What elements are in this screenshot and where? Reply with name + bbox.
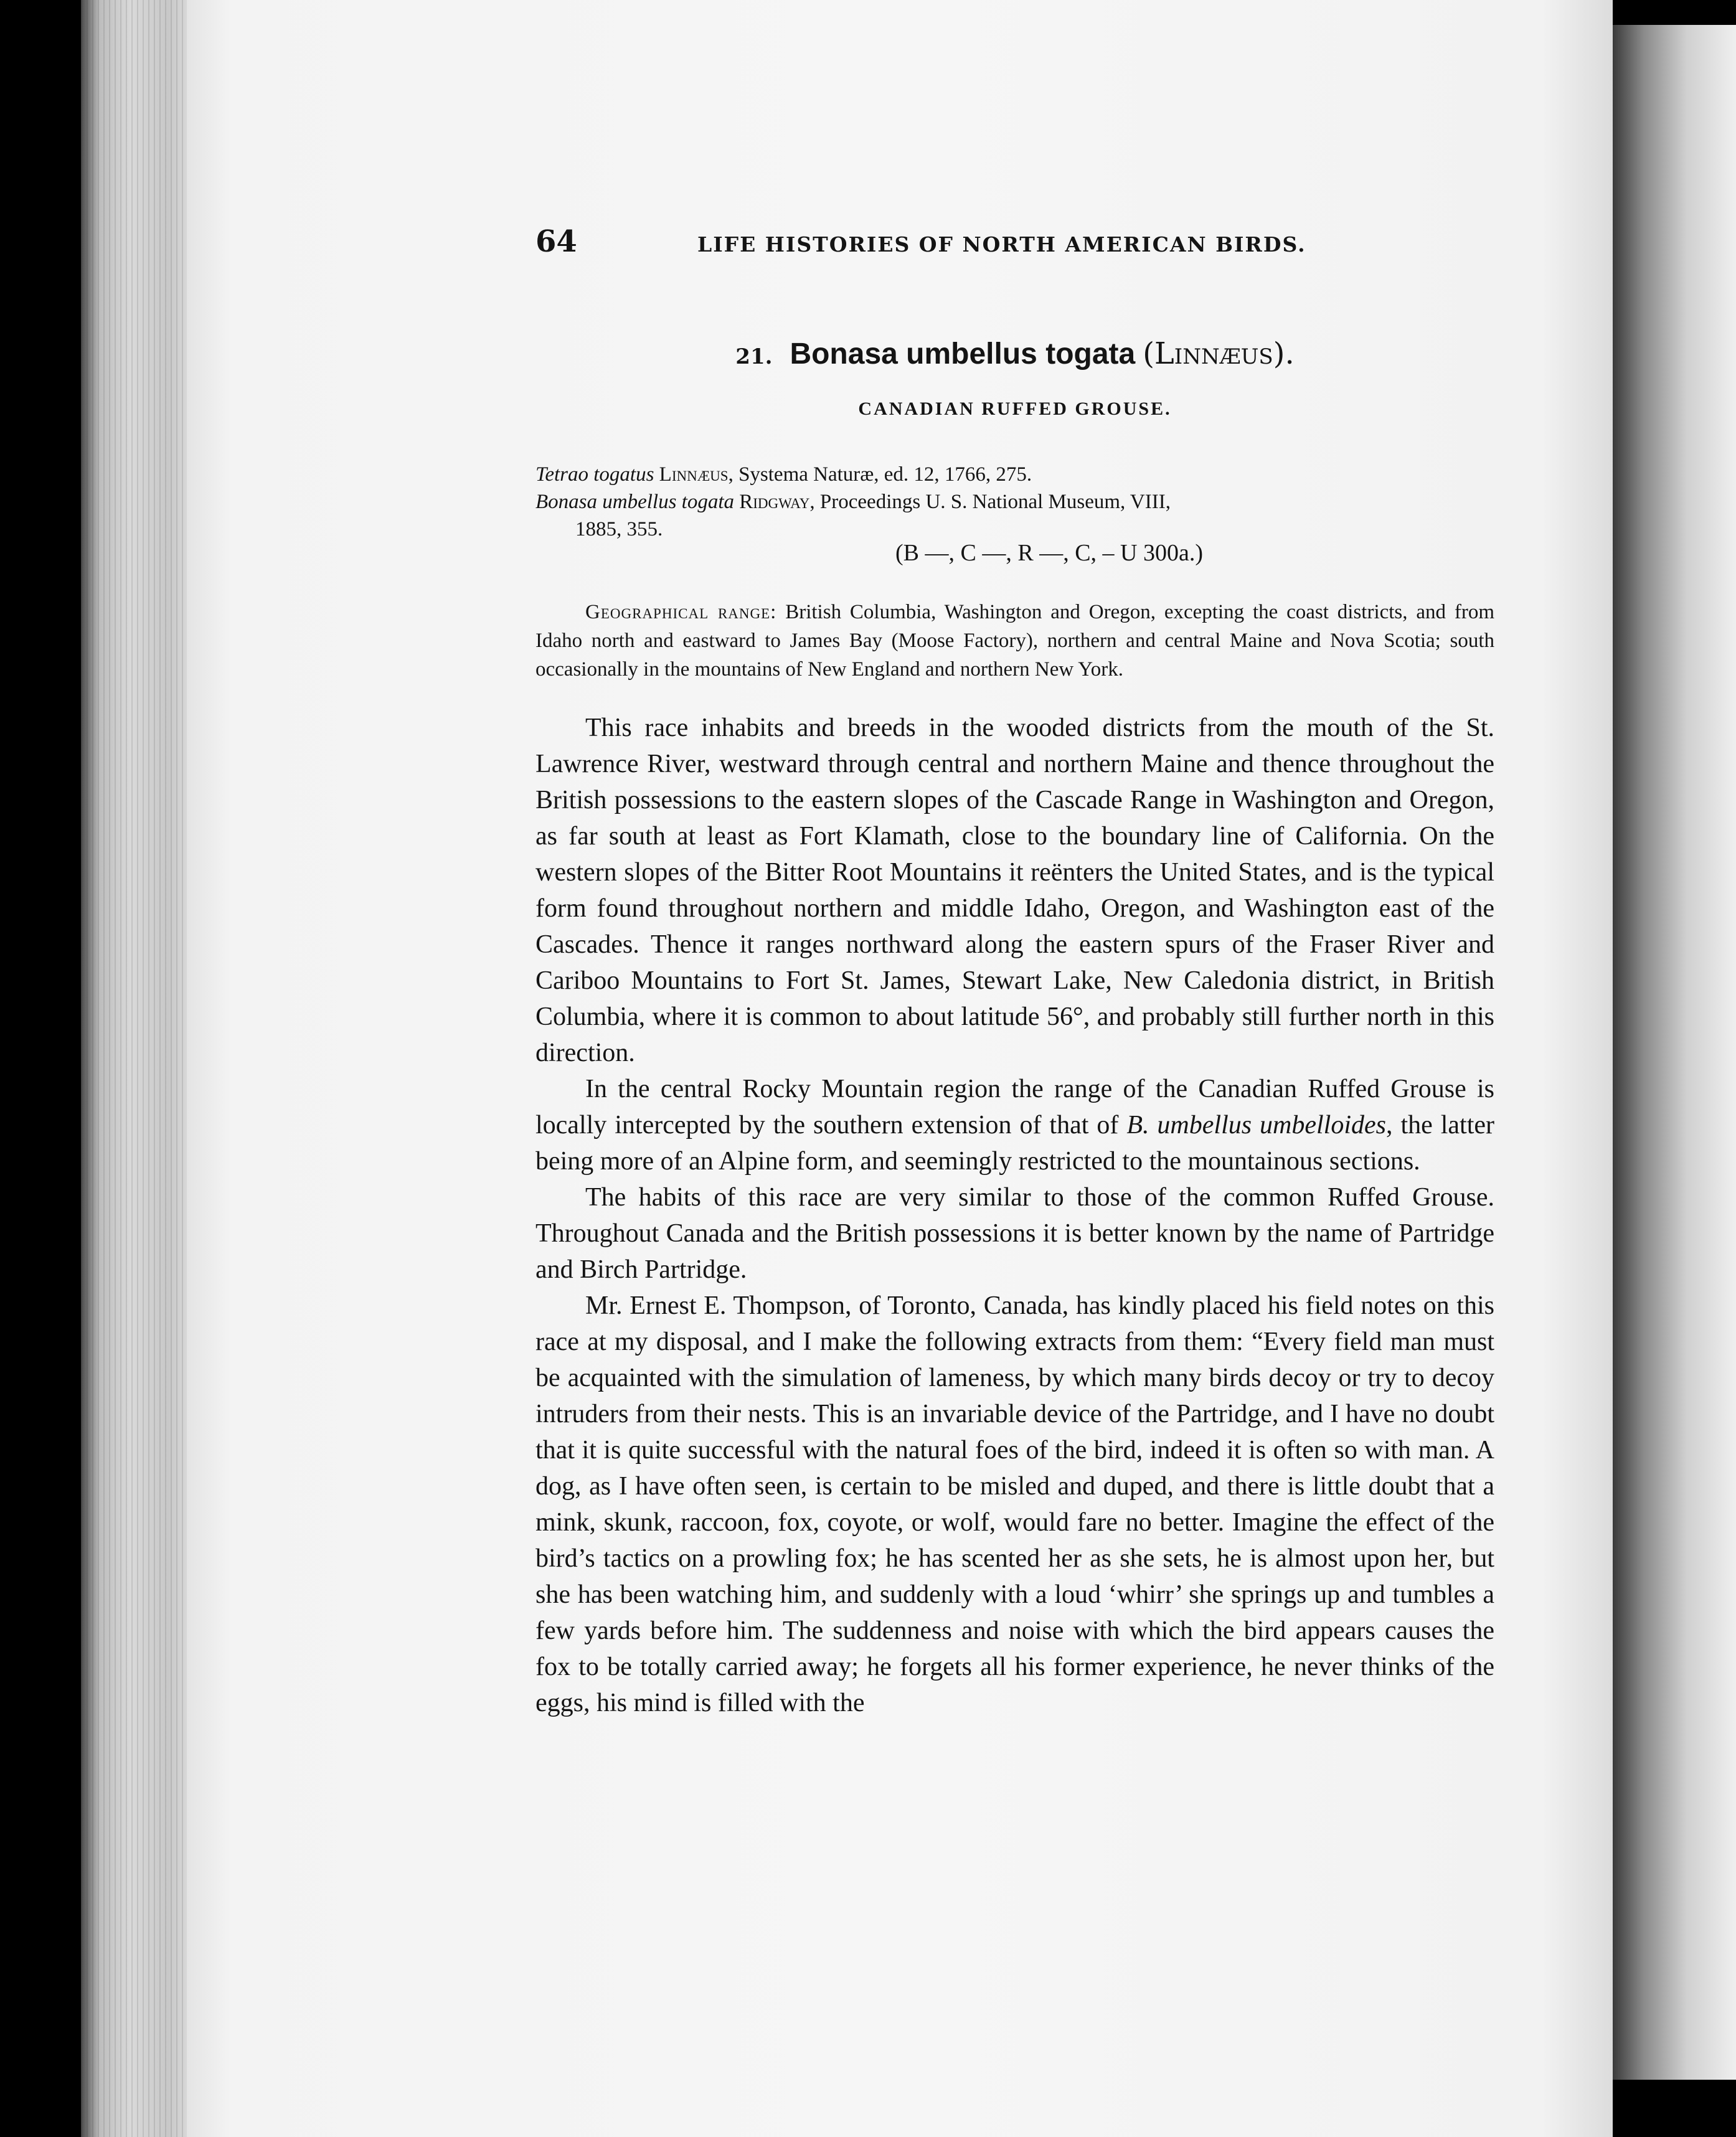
body-text — [535, 710, 1494, 1721]
running-head — [535, 224, 1494, 274]
page-number: 64 — [535, 224, 577, 259]
synonym-name: Tetrao togatus — [535, 463, 654, 486]
species-scientific-name: Bonasa umbellus togata — [790, 337, 1136, 370]
synonym-reference: , Systema Naturæ, ed. 12, 1766, 275. — [728, 463, 1032, 486]
geographical-range-label: Geographical range: — [585, 601, 777, 623]
paragraph: This race inhabits and breeds in the wooded districts from the mouth of the St. Lawrence River, westward through central and northern Maine and thence throughout the British possessions to the eastern slopes of the Cascade Range in Washington and Oregon, as far south at least as Fort Klamath, close to the boundary line of California. On the western slopes of the Bitter Root Mountains it reënters the United States, and is the typical form found throughout northern and middle Idaho, Oregon, and Washington east of the Cascades. Thence it ranges northward along the eastern spurs of the Fraser River and Cariboo Mountains to Fort St. James, Stewart Lake, New Caledonia district, in British Columbia, where it is common to about latitude 56°, and probably still further north in this direction. — [535, 714, 1494, 1067]
running-title: LIFE HISTORIES OF NORTH AMERICAN BIRDS. — [697, 232, 1306, 257]
synonym-entry — [535, 488, 1494, 516]
page-text-block — [535, 224, 1494, 1721]
checklist-codes: (B —, C —, R —, C, – U 300a.) — [895, 540, 1203, 566]
paragraph-text: In the central Rocky Mountain region the range of the Canadian Ruffed Grouse is locally intercepted by the southern extension of that of — [535, 1075, 1494, 1139]
geographical-range-text: British Columbia, Washington and Oregon, excepting the coast districts, and from Idaho north and eastward to James Bay (Moose Factory), northern and central Maine and Nova Scotia; south occasionally in the mountains of New England and northern New York. — [535, 601, 1495, 681]
synonym-name: Bonasa umbellus togata — [535, 491, 734, 513]
paragraph: Mr. Ernest E. Thompson, of Toronto, Canada, has kindly placed his field notes on this race at my disposal, and I make the following extracts from them: “Every field man must be acquainted with the simulation of lameness, by which many birds decoy or try to decoy intruders from their nests. This is an invariable device of the Partridge, and I have no doubt that it is quite successful with the natural foes of the bird, indeed it is often so with man. A dog, as I have often seen, is certain to be misled and duped, and there is little doubt that a mink, skunk, raccoon, fox, coyote, or wolf, would fare no better. Imagine the effect of the bird’s tactics on a prowling fox; he has scented her as she sets, he is almost upon her, but she has been watching him, and suddenly with a loud ‘whirr’ she springs up and tumbles a few yards before him. The suddenness and noise with which the bird appears causes the fox to be totally carried away; he forgets all his former experience, he never thinks of the eggs, his mind is filled with the — [535, 1291, 1494, 1717]
species-common-name: CANADIAN RUFFED GROUSE. — [858, 399, 1172, 419]
paragraph-text: , the latter being more of an Alpine form, and seemingly restricted to the mountainous sections. — [535, 1111, 1494, 1176]
paragraph-italic-name: B. umbellus umbelloides — [1126, 1111, 1386, 1139]
synonym-author: Ridgway — [739, 491, 810, 513]
geographical-range — [535, 598, 1494, 684]
species-heading — [535, 336, 1494, 371]
synonymy-list — [535, 461, 1494, 543]
species-authority: (Linnæus). — [1143, 336, 1295, 371]
paragraph — [535, 1071, 1494, 1179]
species-number: 21. — [735, 344, 773, 369]
synonym-reference-continued: 1885, 355. — [575, 518, 663, 540]
synonym-reference: , Proceedings U. S. National Museum, VIII, — [809, 491, 1171, 513]
synonym-entry — [535, 461, 1494, 488]
book-page-edge-right — [1613, 25, 1736, 2080]
synonym-author: Linnæus — [659, 463, 729, 486]
paragraph: The habits of this race are very similar to those of the common Ruffed Grouse. Throughout Canada and the British possessions it is better known by the name of Partridge and Birch Partridge. — [535, 1183, 1494, 1284]
